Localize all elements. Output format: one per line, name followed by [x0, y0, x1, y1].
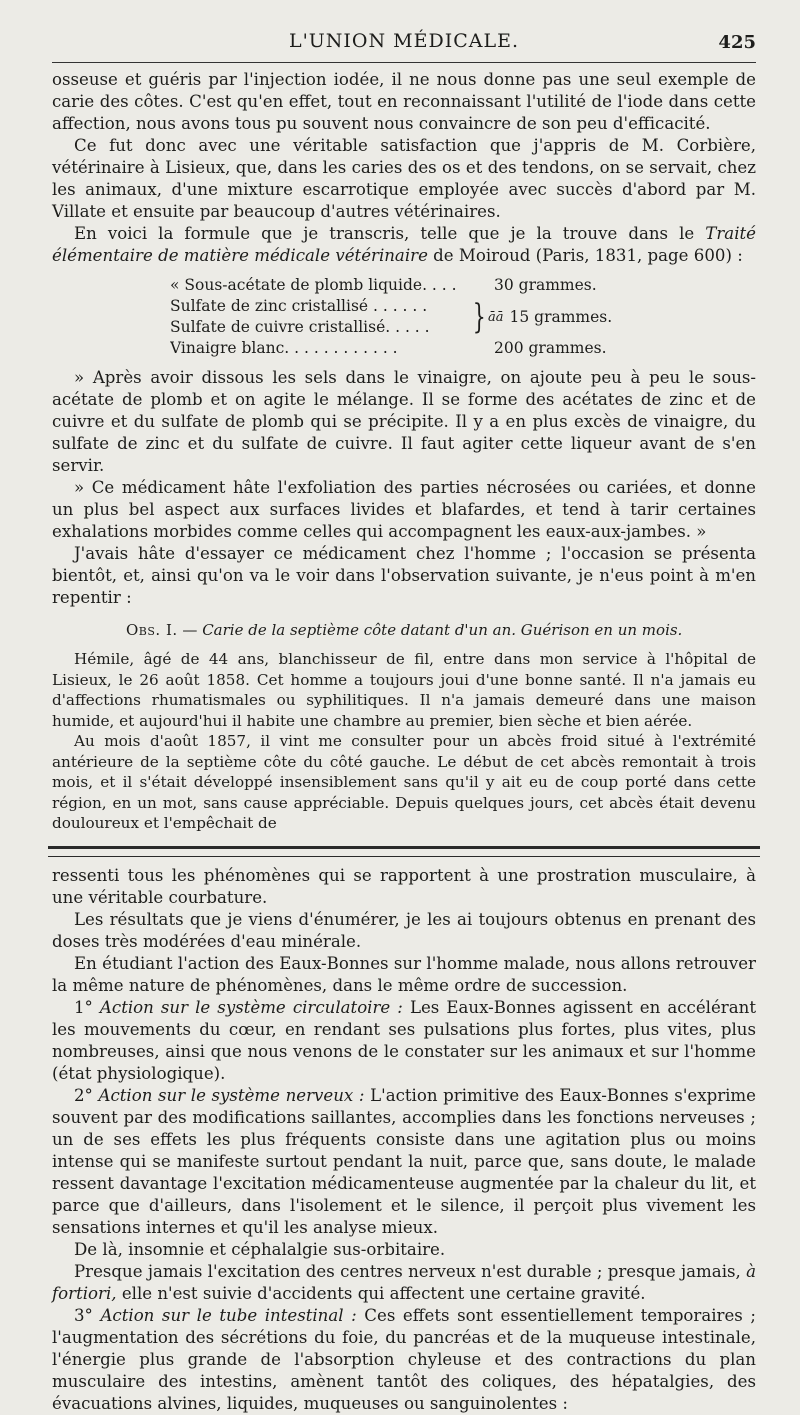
book-title: Traité élémentaire de matière médicale vétérinaire	[52, 224, 756, 265]
paragraph-circulatory: 1° Action sur le système circulatoire : Les Eaux-Bonnes agissent en accélérant les mouvements du cœur, en rendant ses pulsations plus fortes, plus vites, plus nombreuses, ainsi que nous venons de le constater sur les animaux et sur l'homme (état physiologique).	[52, 997, 756, 1083]
formula-row: « Sous-acétate de plomb liquide. . . . 30 grammes.	[170, 276, 597, 294]
paragraph: Hémile, âgé de 44 ans, blanchisseur de fil, entre dans mon service à l'hôpital de Lisieux, le 26 août 1858. Cet homme a toujours joui d'une bonne santé. Il n'a jamais eu d'affections rhumatismales ou syphilitiques. Il n'a jamais demeuré dans une maison humide, et aujourd'hui il habite une chambre au premier, bien sèche et bien aérée.	[52, 650, 756, 730]
paragraph: Presque jamais l'excitation des centres nerveux n'est durable ; presque jamais, à fortiori, elle n'est suivie d'accidents qui affectent une certaine gravité.	[52, 1261, 756, 1303]
formula-row: Vinaigre blanc. . . . . . . . . . . . 200 grammes.	[170, 339, 607, 357]
paragraph: En étudiant l'action des Eaux-Bonnes sur l'homme malade, nous allons retrouver la même nature de phénomènes, dans le même ordre de succession.	[52, 953, 756, 995]
header-rule	[52, 62, 756, 63]
running-header	[52, 28, 756, 62]
brace: }	[472, 297, 486, 337]
paragraph: J'avais hâte d'essayer ce médicament chez l'homme ; l'occasion se présenta bientôt, et, ainsi qu'on va le voir dans l'observation suivante, je n'eus point à m'en repentir :	[52, 544, 756, 607]
section-divider	[48, 846, 760, 857]
paragraph: ressenti tous les phénomènes qui se rapportent à une prostration musculaire, à une véritable courbature.	[52, 865, 756, 907]
page-number: 425	[718, 32, 756, 53]
paragraph-nervous: 2° Action sur le système nerveux : L'action primitive des Eaux-Bonnes s'exprime souvent par des modifications saillantes, accomplies dans les fonctions nerveuses ; un de ses effets les plus fréquents consiste dans une agitation plus ou moins intense qui se manifeste surtout pendant la nuit, parce que, sans doute, le malade ressent davantage l'excitation médicamenteuse augmentée par la chaleur du lit, et parce que d'ailleurs, dans l'isolement et le silence, il perçoit plus vivement les sensations internes et qu'il les analyse mieux.	[52, 1085, 756, 1237]
journal-title: L'UNION MÉDICALE.	[288, 30, 520, 52]
ana-abbreviation: āā	[488, 309, 504, 325]
observation-body	[52, 649, 756, 834]
paragraph: osseuse et guéris par l'injection iodée, il ne nous donne pas une seul exemple de carie des côtes. C'est qu'en effet, tout en reconnaissant l'utilité de l'iode dans cette affection, nous avons tous pu souvent nous convaincre de son peu d'efficacité.	[52, 70, 756, 133]
paragraph: De là, insomnie et céphalalgie sus-orbitaire.	[74, 1239, 446, 1259]
formula-qty: 15 grammes.	[509, 307, 613, 326]
paragraph: » Ce médicament hâte l'exfoliation des parties nécrosées ou cariées, et donne un plus bel aspect aux surfaces livides et blafardes, et tend à tarir certaines exhalations morbides comme celles qui accompagnent les eaux-aux-jambes. »	[52, 478, 756, 541]
formula-row: Sulfate de zinc cristallisé . . . . . .	[170, 297, 428, 315]
paragraph: Au mois d'août 1857, il vint me consulter pour un abcès froid situé à l'extrémité antérieure de la septième côte du côté gauche. Le début de cet abcès remontait à trois mois, et il s'était développé insensiblement sans qu'il y ait eu de coup porté dans cette région, en un mot, sans cause appréciable. Depuis quelques jours, cet abcès était devenu douloureux et l'empêchait de	[52, 732, 756, 832]
paragraph: Les résultats que je viens d'énumérer, je les ai toujours obtenus en prenant des doses très modérées d'eau minérale.	[52, 909, 756, 951]
observation-heading: Obs. I. — Carie de la septième côte datant d'un an. Guérison en un mois.	[126, 621, 683, 639]
paragraph: » Après avoir dissous les sels dans le vinaigre, on ajoute peu à peu le sous-acétate de plomb et on agite le mélange. Il se forme des acétates de zinc et de cuivre et du sulfate de plomb qui se précipite. Il y a en plus excès de vinaigre, du sulfate de zinc et du sulfate de cuivre. Il faut agiter cette liqueur avant de s'en servir.	[52, 368, 756, 475]
formula-row: Sulfate de cuivre cristallisé. . . . .	[170, 318, 430, 336]
paragraph-formula-intro: En voici la formule que je transcris, telle que je la trouve dans le Traité élémentaire de matière médicale vétérinaire de Moiroud (Paris, 1831, page 600) :	[52, 224, 756, 265]
lower-article	[52, 865, 756, 1415]
paragraph-intestinal: 3° Action sur le tube intestinal : Ces effets sont essentiellement temporaires ; l'augmentation des sécrétions du foie, du pancréas et de la muqueuse intestinale, l'énergie plus grande de l'absorption chyleuse et des contractions du plan musculaire des intestins, amènent tantôt des coliques, des hépatalgies, des évacuations alvines, liquides, muqueuses ou sanguinolentes :	[52, 1305, 756, 1413]
formula-block	[170, 275, 756, 359]
paragraph: Ce fut donc avec une véritable satisfaction que j'appris de M. Corbière, vétérinaire à Lisieux, que, dans les caries des os et des tendons, on se servait, chez les animaux, d'une mixture escarrotique employée avec succès d'abord par M. Villate et ensuite par beaucoup d'autres vétérinaires.	[52, 136, 756, 221]
upper-article	[52, 69, 756, 834]
formula-brace-group	[170, 296, 756, 338]
